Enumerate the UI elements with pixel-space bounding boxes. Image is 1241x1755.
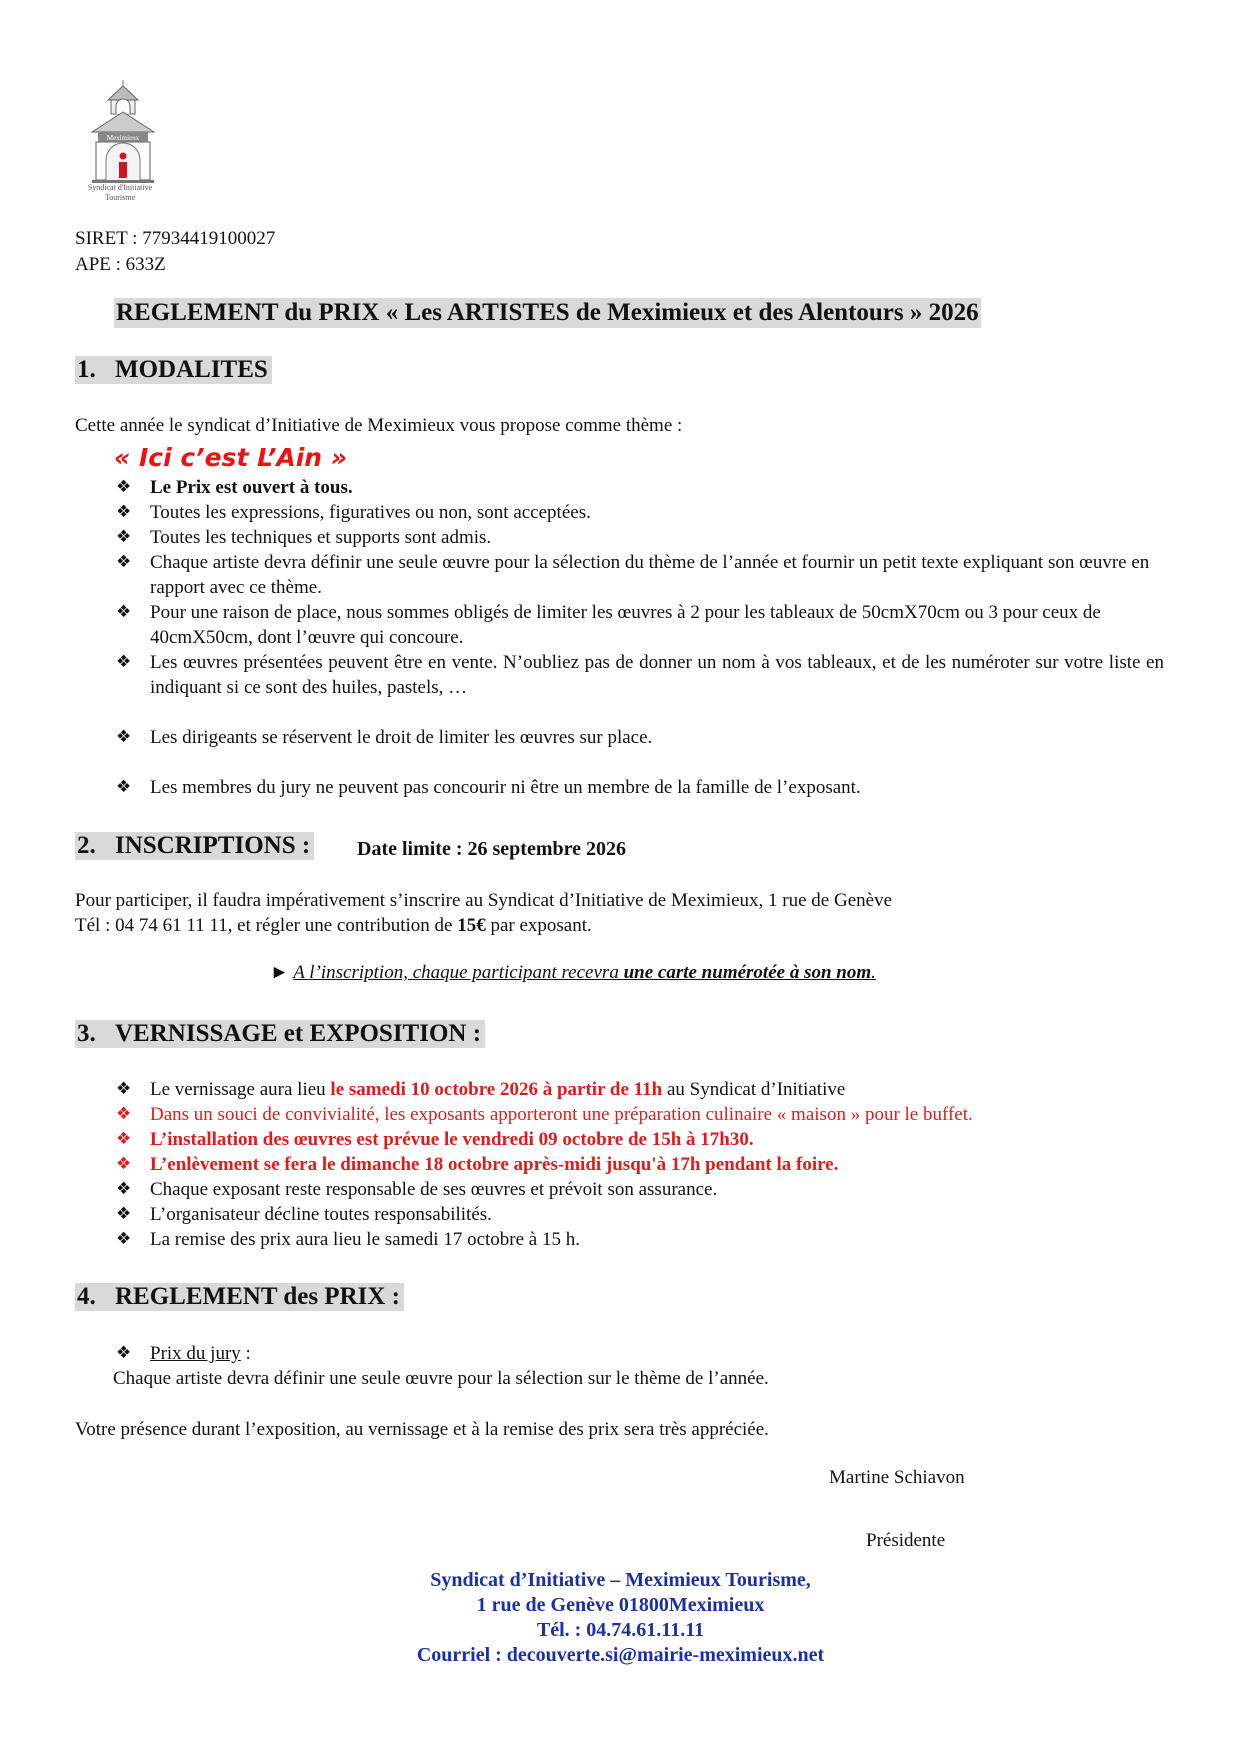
bullet-icon: ❖ bbox=[116, 502, 132, 522]
bullet-icon: ❖ bbox=[116, 1154, 132, 1174]
footer-email: Courriel : decouverte.si@mairie-meximieux.net bbox=[416, 1644, 825, 1666]
list-item: ❖ Le Prix est ouvert à tous. bbox=[116, 477, 353, 498]
bullet-icon: ❖ bbox=[116, 602, 132, 622]
section-4-text: Chaque artiste devra définir une seule œuvre pour la sélection sur le thème de l’année. bbox=[113, 1368, 769, 1389]
siret-number: SIRET : 77934419100027 bbox=[75, 228, 276, 249]
section-number: 4. bbox=[77, 1283, 96, 1310]
list-item: ❖ Chaque artiste devra définir une seule œuvre pour la sélection du thème de l’année et fournir un petit texte expliquant son œuvre en rapport avec ce thème. bbox=[116, 552, 1150, 598]
section-title: REGLEMENT des PRIX : bbox=[115, 1283, 400, 1310]
section-title: VERNISSAGE et EXPOSITION : bbox=[115, 1020, 482, 1047]
section-2-heading bbox=[75, 832, 314, 860]
signatory-role: Présidente bbox=[866, 1530, 946, 1551]
bullet-icon: ❖ bbox=[116, 527, 132, 547]
logo-caption-line1: Syndicat d'Initiative bbox=[87, 183, 153, 192]
list-item: ❖ L’installation des œuvres est prévue le vendredi 09 octobre de 15h à 17h30. bbox=[116, 1129, 754, 1150]
closing-sentence: Votre présence durant l’exposition, au vernissage et à la remise des prix sera très appréciée. bbox=[75, 1419, 769, 1440]
bullet-icon: ❖ bbox=[116, 1179, 132, 1199]
list-item: ❖ Les membres du jury ne peuvent pas concourir ni être un membre de la famille de l’exposant. bbox=[116, 777, 861, 798]
registration-note: ► A l’inscription, chaque participant recevra une carte numérotée à son nom. bbox=[270, 962, 876, 983]
list-item: ❖ L’enlèvement se fera le dimanche 18 octobre après-midi jusqu'à 17h pendant la foire. bbox=[116, 1154, 839, 1175]
bullet-icon: ❖ bbox=[116, 777, 132, 797]
section-1-bullets bbox=[114, 475, 1164, 800]
bullet-icon: ❖ bbox=[116, 1204, 132, 1224]
section-title: MODALITES bbox=[115, 356, 268, 383]
section-4-bullets bbox=[114, 1341, 1164, 1366]
footer-address: 1 rue de Genève 01800Meximieux bbox=[476, 1594, 765, 1616]
bullet-icon: ❖ bbox=[116, 727, 132, 747]
section-1-heading bbox=[75, 356, 272, 384]
list-item: ❖ Dans un souci de convivialité, les exposants apporteront une préparation culinaire « maison » pour le buffet. bbox=[116, 1104, 973, 1125]
list-item: ❖ Le vernissage aura lieu le samedi 10 octobre 2026 à partir de 11h au Syndicat d’Initiative bbox=[116, 1079, 846, 1100]
list-item: ❖ Prix du jury : bbox=[116, 1343, 251, 1364]
list-item: ❖ L’organisateur décline toutes responsabilités. bbox=[116, 1204, 492, 1225]
bullet-icon: ❖ bbox=[116, 652, 132, 672]
arrow-right-icon: ► bbox=[270, 962, 289, 983]
list-item: ❖ Toutes les techniques et supports sont admis. bbox=[116, 527, 492, 548]
registration-deadline: Date limite : 26 septembre 2026 bbox=[357, 838, 627, 860]
document-title: REGLEMENT du PRIX « Les ARTISTES de Meximieux et des Alentours » 2026 bbox=[116, 299, 979, 326]
fee-amount: 15€ bbox=[457, 915, 486, 936]
footer-org: Syndicat d’Initiative – Meximieux Tourisme, bbox=[430, 1569, 811, 1591]
footer-contact bbox=[0, 1568, 1241, 1668]
bullet-icon: ❖ bbox=[116, 1079, 132, 1099]
footer-phone: Tél. : 04.74.61.11.11 bbox=[536, 1619, 705, 1641]
list-item: ❖ Pour une raison de place, nous sommes obligés de limiter les œuvres à 2 pour les tableaux de 50cmX70cm ou 3 pour ceux de 40cmX50cm, dont l’œuvre qui concoure. bbox=[116, 602, 1101, 648]
bullet-icon: ❖ bbox=[116, 477, 132, 497]
logo-caption-line2: Tourisme bbox=[104, 193, 136, 202]
bullet-icon: ❖ bbox=[116, 1343, 132, 1363]
section-1-intro: Cette année le syndicat d’Initiative de Meximieux vous propose comme thème : bbox=[75, 415, 683, 436]
section-title: INSCRIPTIONS : bbox=[115, 832, 311, 859]
theme-title: « Ici c’est L’Ain » bbox=[114, 443, 348, 472]
list-item: ❖ La remise des prix aura lieu le samedi 17 octobre à 15 h. bbox=[116, 1229, 580, 1250]
signatory-name: Martine Schiavon bbox=[829, 1467, 965, 1488]
company-identifiers bbox=[75, 226, 275, 278]
section-number: 1. bbox=[77, 356, 96, 383]
section-4-heading bbox=[75, 1283, 404, 1311]
bullet-icon: ❖ bbox=[116, 1129, 132, 1149]
list-item: ❖ Toutes les expressions, figuratives ou non, sont acceptées. bbox=[116, 502, 591, 523]
ape-code: APE : 633Z bbox=[75, 254, 166, 275]
bullet-icon: ❖ bbox=[116, 552, 132, 572]
svg-text:Meximieux: Meximieux bbox=[106, 134, 140, 142]
bullet-icon: ❖ bbox=[116, 1104, 132, 1124]
list-item: ❖ Les dirigeants se réservent le droit de limiter les œuvres sur place. bbox=[116, 727, 653, 748]
section-3-heading bbox=[75, 1020, 485, 1048]
registration-line-2: Tél : 04 74 61 11 11, et régler une contribution de 15€ par exposant. bbox=[75, 915, 592, 936]
section-number: 2. bbox=[77, 832, 96, 859]
bullet-icon: ❖ bbox=[116, 1229, 132, 1249]
registration-line-1: Pour participer, il faudra impérativement s’inscrire au Syndicat d’Initiative de Meximieux, 1 rue de Genève bbox=[75, 890, 893, 911]
list-item: ❖ Chaque exposant reste responsable de ses œuvres et prévoit son assurance. bbox=[116, 1179, 718, 1200]
section-3-bullets bbox=[114, 1077, 1164, 1252]
list-item: ❖ Les œuvres présentées peuvent être en vente. N’oubliez pas de donner un nom à vos tableaux, et de les numéroter sur votre liste en indiquant si ce sont des huiles, pastels, … bbox=[116, 652, 1164, 698]
logo-caption bbox=[70, 183, 170, 203]
section-number: 3. bbox=[77, 1020, 96, 1047]
